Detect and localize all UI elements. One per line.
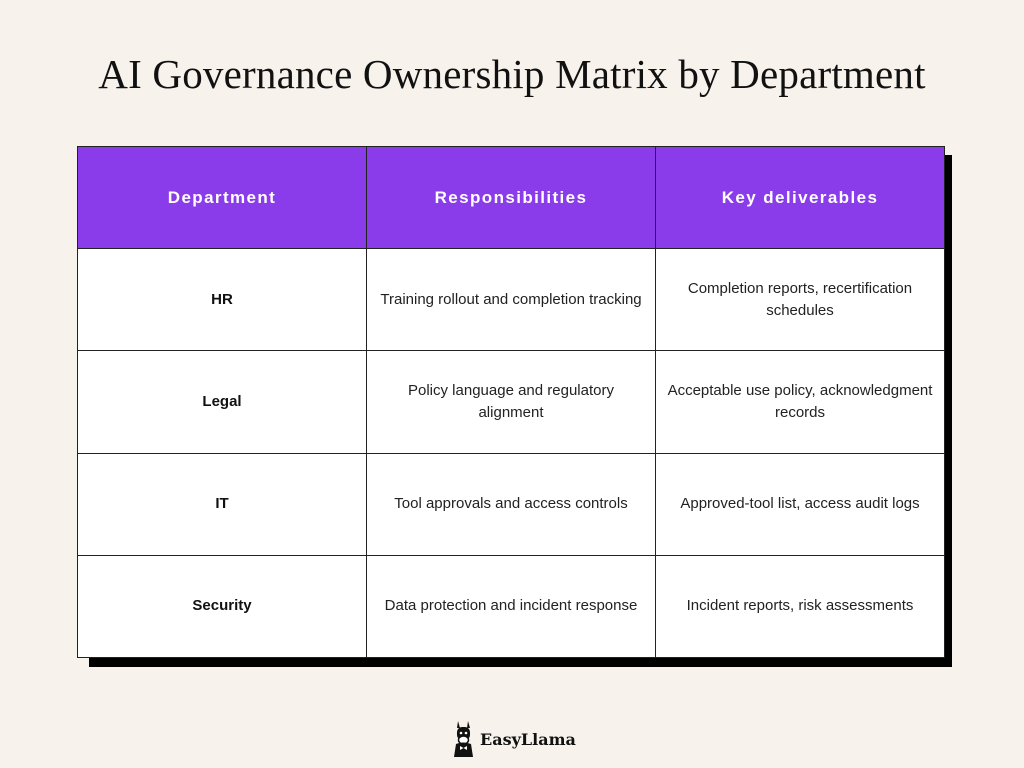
responsibilities-cell: Data protection and incident response: [367, 555, 656, 657]
deliverables-cell: Completion reports, recertification schedules: [656, 249, 945, 351]
header-responsibilities: Responsibilities: [367, 147, 656, 249]
brand-logo: [452, 716, 576, 762]
department-cell: Legal: [78, 351, 367, 453]
department-cell: HR: [78, 249, 367, 351]
table-row: [78, 555, 945, 657]
responsibilities-cell: Training rollout and completion tracking: [367, 249, 656, 351]
deliverables-cell: Approved-tool list, access audit logs: [656, 453, 945, 555]
llama-icon: [452, 719, 476, 759]
ownership-matrix: [77, 146, 945, 658]
table-row: [78, 249, 945, 351]
brand-name: EasyLlama: [480, 729, 576, 749]
header-department: Department: [78, 147, 367, 249]
matrix-table: [77, 146, 945, 658]
deliverables-cell: Incident reports, risk assessments: [656, 555, 945, 657]
table-row: [78, 351, 945, 453]
header-row: [78, 147, 945, 249]
responsibilities-cell: Tool approvals and access controls: [367, 453, 656, 555]
department-cell: IT: [78, 453, 367, 555]
responsibilities-cell: Policy language and regulatory alignment: [367, 351, 656, 453]
deliverables-cell: Acceptable use policy, acknowledgment records: [656, 351, 945, 453]
table-row: [78, 453, 945, 555]
page-title: AI Governance Ownership Matrix by Department: [98, 51, 926, 97]
header-key-deliverables: Key deliverables: [656, 147, 945, 249]
department-cell: Security: [78, 555, 367, 657]
